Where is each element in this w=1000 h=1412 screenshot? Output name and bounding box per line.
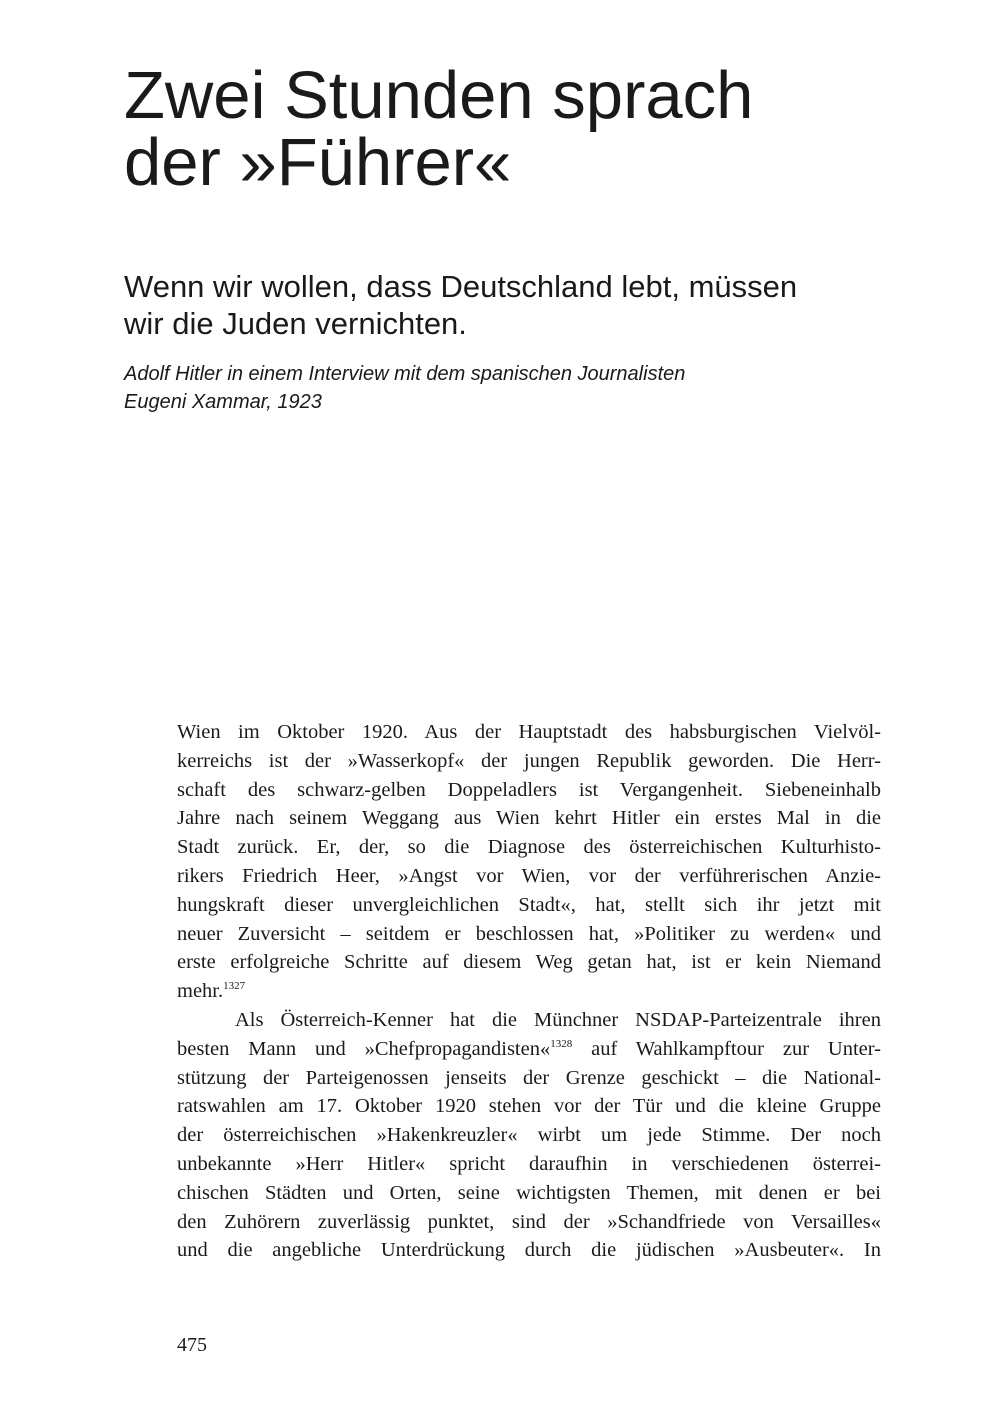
chapter-title-line: der »Führer«: [124, 125, 512, 200]
text-line: stützung der Parteigenossen jenseits der Grenze geschickt – die National-: [177, 1066, 881, 1089]
epigraph-source: [124, 360, 924, 416]
epigraph-quote-line: Wenn wir wollen, dass Deutschland lebt, müssen: [124, 269, 798, 304]
text-line: unbekannte »Herr Hitler« spricht daraufhin in verschiedenen österrei-: [177, 1152, 881, 1175]
text-line: [177, 1035, 881, 1064]
body-text: [177, 718, 881, 1265]
text-line: hungskraft dieser unvergleichlichen Stadt«, hat, stellt sich ihr jetzt mit: [177, 893, 881, 916]
epigraph-source-line: Adolf Hitler in einem Interview mit dem spanischen Journalisten: [124, 363, 686, 385]
footnote-ref: 1328: [550, 1037, 573, 1050]
text-line: erste erfolgreiche Schritte auf diesem Weg getan hat, ist er kein Niemand: [177, 951, 881, 974]
text-line: ratswahlen am 17. Oktober 1920 stehen vor der Tür und die kleine Gruppe: [177, 1095, 881, 1118]
text-line: Als Österreich-Kenner hat die Münchner NSDAP-Parteizentrale ihren: [235, 1008, 881, 1031]
paragraph-1: [177, 718, 881, 1006]
text-line: kerreichs ist der »Wasserkopf« der jungen Republik geworden. Die Herr-: [177, 749, 881, 772]
text-line: Jahre nach seinem Weggang aus Wien kehrt Hitler ein erstes Mal in die: [177, 807, 881, 830]
text-line: neuer Zuversicht – seitdem er beschlossen hat, »Politiker zu werden« und: [177, 922, 881, 945]
page-number: 475: [177, 1334, 207, 1356]
text-line: den Zuhörern zuverlässig punktet, sind der »Schandfriede von Versailles«: [177, 1210, 881, 1233]
text-line: schaft des schwarz-gelben Doppeladlers ist Vergangenheit. Siebeneinhalb: [177, 778, 881, 801]
epigraph-source-line: Eugeni Xammar, 1923: [124, 391, 322, 413]
chapter-title-line: Zwei Stunden sprach: [124, 58, 754, 133]
footnote-ref: 1327: [223, 980, 246, 993]
text-line: Wien im Oktober 1920. Aus der Hauptstadt des habsburgischen Vielvöl-: [177, 721, 881, 743]
text-line: rikers Friedrich Heer, »Angst vor Wien, vor der verführerischen Anzie-: [177, 864, 881, 887]
text-line: der österreichischen »Hakenkreuzler« wirbt um jede Stimme. Der noch: [177, 1124, 881, 1147]
text-fragment: auf Wahlkampftour zur Unter-: [572, 1037, 881, 1060]
text-line: Stadt zurück. Er, der, so die Diagnose des österreichischen Kulturhisto-: [177, 836, 881, 859]
epigraph-quote: [124, 268, 924, 342]
epigraph-quote-line: wir die Juden vernichten.: [124, 306, 467, 341]
paragraph-2: [177, 1006, 881, 1265]
text-line: und die angebliche Unterdrückung durch die jüdischen »Ausbeuter«. In: [177, 1239, 881, 1262]
chapter-title: [124, 58, 944, 200]
text-line: [177, 977, 881, 1006]
text-fragment: mehr.: [177, 980, 224, 1003]
text-line: chischen Städten und Orten, seine wichtigsten Themen, mit denen er bei: [177, 1181, 881, 1204]
text-fragment: besten Mann und »Chefpropagandisten«: [177, 1037, 551, 1060]
